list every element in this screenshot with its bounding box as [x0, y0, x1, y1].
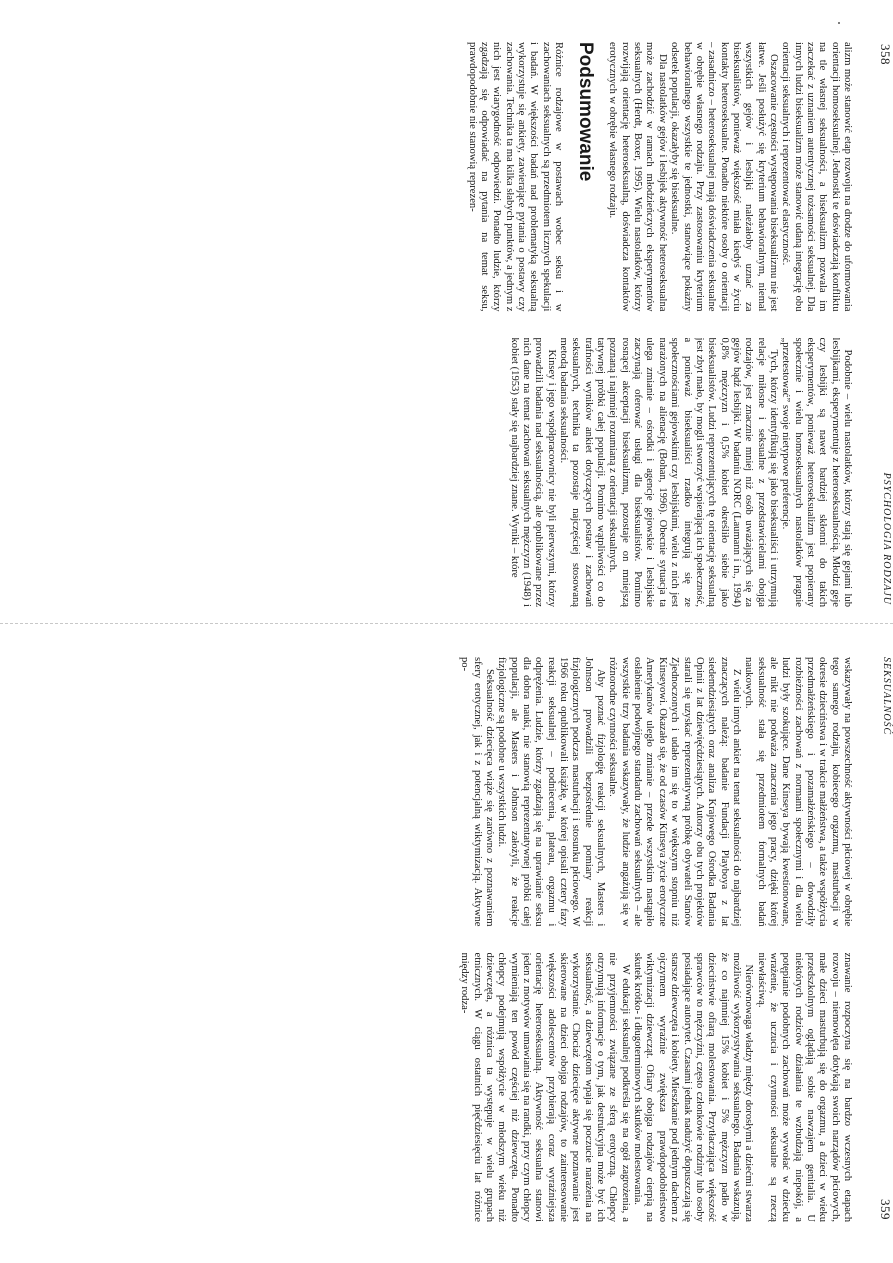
paragraph: Z wielu innych ankiet na temat seksualności do najbardziej znaczących należą: badanie Fundacji Playboya z lat siedemdziesiątych oraz analiza Krajowego Ośrodka Badania Opinii z lat dziewięćdziesiątych. Autorzy obu tych projektów starali się uzyskać reprezentatywną próbkę obywateli Stanów Zjednoczonych i udało im się to w większym stopniu niż Kinseyowi. Okazało się, że od czasów Kinseya życie erotyczne Amerykanów uległo zmianie – przede wszystkim nastąpiło osłabienie podwójnego standardu zachowań seksualnych – ale wszystkie trzy badania wskazywały, że ludzie angażują się w różnorodne czynności seksualne.	[607, 657, 742, 927]
paragraph: tatywnej próbki całej populacji. Pomimo wątpliwości co do trafności wyników ankiet dotyczących postaw i zachowań seksualnych, technika ta pozostaje najczęściej stosowaną metodą badania seksualności.	[558, 337, 607, 607]
section-heading: Podsumowanie	[575, 42, 597, 182]
paragraph: Oszacowanie częstości występowania biseksualizmu nie jest łatwe. Jeśli posłużyć się kryterium behawioralnym, niemal wszystkich gejów i lesbijki należałoby uznać za biseksualistów, ponieważ większość miała kiedyś w życiu kontakty heteroseksualne. Ponadto niektóre osoby o orientacji – zasadniczo – heteroseksualnej mają doświadczenia seksualne w obrębie własnego rodzaju. Przy zastosowaniu kryterium behawioralnego wszystkie te jednostki, stanowiące pokaźny odsetek populacji, okazałyby się biseksualne.	[669, 42, 779, 312]
page-358	[20, 20, 893, 625]
paragraph: Dla nastolatków gejów i lesbijek aktywność heteroseksualna może zachodzić w ramach młodzieńczych eksperymentów seksualnych (Herdt, Boxer, 1995). Wielu nastolatków, którzy rozwijają orientację heteroseksualną, doświadcza kontaktów erotycznych w obrębie własnego rodzaju.	[607, 42, 668, 312]
paragraph: Różnice rodzajowe w postawach wobec seksu i w zachowaniach seksualnych są przedmiotem licznych spekulacji i badań. W większości badań nad problematyką seksualną wykorzystuje się ankiety, zawierające pytania o postawy czy zachowania. Technika ta ma kilka słabych punktów, a jednym z nich jest wiarygodność odpowiedzi. Ponadto ludzie, którzy zgadzają się odpowiadać na pytania na temat seksu, prawdopodobnie nie stanowią reprezen-	[466, 42, 565, 312]
paragraph: Kinsey i jego współpracownicy nie byli pierwszymi, którzy prowadzili badania nad seksualnością, ale opublikowane przez nich dane na temat zachowań seksualnych mężczyzn (1948) i kobiet (1953) stały się najbardziej znane. Wyniki – które	[508, 337, 557, 607]
text-columns	[28, 657, 853, 1222]
scan-speck	[838, 22, 840, 24]
paragraph: wskazywały na powszechność aktywności płciowej w obrębie tego samego rodzaju, kobiecego orgazmu, masturbacji w okresie dzieciństwa i w trakcie małżeństwa, a także współżycia przedmałżeńskiego i pozamałżeńskiego – dowodziły rozbieżności zachowań z normami społecznymi i dla wielu ludzi były szokujące. Dane Kinseya bywają kwestionowane, ale nikt nie podważa znaczenia jego pracy, dzięki której seksualność stała się przedmiotem formalnych badań naukowych.	[743, 657, 853, 927]
left-column	[28, 657, 853, 927]
running-head: PSYCHOLOGIA RODZAJU	[881, 472, 892, 605]
left-column	[28, 42, 853, 312]
paragraph: alizm może stanowić etap rozwoju na drodze do uformowania orientacji homoseksualnej. Jednostki te doświadczają konfliktu na tle własnej seksualności, a biseksualizm pozwala im zaczekać z uznaniem autentycznej tożsamości seksualnej. Dla innych ludzi biseksualizm może stanowić udaną integrację obu orientacji seksualnych i reprezentować elastyczność.	[780, 42, 853, 312]
page-number: 359	[878, 1199, 893, 1220]
paragraph: Seksualność dziecięca wiąże się zarówno z poznawaniem sfery erotycznej, jak i z potencjalną wiktymizacją. Aktywne po-	[459, 657, 496, 927]
page-header	[873, 635, 893, 1240]
paragraph: znawanie rozpoczyna się na bardzo wczesnych etapach rozwoju – niemowlęta dotykają swoich narządów płciowych, małe dzieci masturbują się do orgazmu, a dzieci w wieku przedszkolnym oglądają sobie nawzajem genitalia. U niektórych rodziców działania te wzbudzają niepokój, a potępianie podobnych zachowań może wywołać w dziecku wrażenie, że uczucia i czynności seksualne są rzeczą niewłaściwą.	[755, 952, 853, 1222]
paragraph: Tych, którzy identyfikują się jako biseksualiści i utrzymują relacje miłosne i seksualne z przedstawicielami obojga rodzajów, jest znacznie mniej niż osób uważających się za gejów bądź lesbijki. W badaniu NORC (Laumann i in., 1994) 0,8% mężczyzn i 0,5% kobiet określiło siebie jako biseksualistów. Ludzi reprezentujących tę orientację seksualną jest zbyt mało, by mogli stworzyć wspierającą ich społeczność, a ponieważ biseksualiści rzadko integrują się ze społecznościami gejowskimi czy lesbijskimi, wielu z nich jest narażonych na alienację (Bohan, 1996). Obecnie sytuacja ta ulega zmianie – ośrodki i agencje gejowskie i lesbijskie zaczynają oferować usługi dla biseksualistów. Pomimo rosnącej akceptacji biseksualizmu, pozostaje on mniejszą poznaną i najmniej rozumianą z orientacji seksualnych.	[607, 337, 779, 607]
page-359	[20, 635, 893, 1240]
text-columns	[28, 42, 853, 607]
right-column	[28, 338, 853, 608]
running-head: SEKSUALNOŚĆ	[881, 657, 892, 736]
right-column	[28, 953, 853, 1223]
page-fold-line	[0, 623, 893, 624]
paragraph: W edukacji seksualnej podkreśla się na ogół zagrożenia, a nie przyjemności związane ze sferą erotyczną. Chłopcy otrzymują informacje o tym, jak destrukcyjna może być ich seksualność, a dziewczętom wpaja się poczucie narażenia na wykorzystanie. Chociaż dziecięce aktywne poznawanie jest skierowane na dzieci obojga rodzajów, to zainteresowanie większości adolescentów przybierają coraz wyraźniejsza orientację heteroseksualną. Aktywność seksualna stanowi jeden z motywów umawiania się na randki, przy czym chłopcy wymieniają ten powód częściej niż dziewczęta. Ponadto chłopcy podejmują współżycie w młodszym wieku niż dziewczęta, a różnica ta występuje w wielu grupach etnicznych. W ciągu ostatnich pięćdziesięciu lat różnice między rodza-	[459, 952, 631, 1222]
paragraph: Podobnie – wielu nastolatków, którzy stają się gejami lub lesbijkami, eksperymentuje z heteroseksualnością. Młodzi geje czy lesbijki są nawet bardziej skłonni do takich eksperymentów, ponieważ heteroseksualizm jest popierany społecznie i wielu homoseksualnych nastolatków pragnie „przetestować” swoje nietypowe preferencje.	[780, 337, 853, 607]
page-header	[873, 20, 893, 625]
paragraph: Aby poznać fizjologię reakcji seksualnych, Masters i Johnson prowadzili bezpośrednie pomiary reakcji fizjologicznych podczas masturbacji i stosunku płciowego. W 1966 roku opublikowali książkę, w której opisali cztery fazy reakcji seksualnej – podniecenia, plateau, orgazmu i odprężenia. Ludzie, którzy zgadzają się na uprawianie seksu dla dobra nauki, nie stanowią reprezentatywnej próbki całej populacji, ale Masters i Johnson założyli, że reakcje fizjologiczne są podobne u wszystkich ludzi.	[496, 657, 607, 927]
paragraph: Nierównowaga władzy między dorosłymi a dziećmi stwarza możliwość wykorzystywania seksualnego. Badania wskazują, że co najmniej 15% kobiet i 5% mężczyzn padło w dzieciństwie ofiarą molestowania. Przytłaczająca większość sprawców to mężczyźni, często członkowie rodziny lub osoby posiadające autorytet. Czasami jednak nadużyć dopuszczają się starsze dziewczęta i kobiety. Mieszkanie pod jednym dachem z ojczymem wyraźnie zwiększa prawdopodobieństwo wiktymizacji dziewcząt. Ofiary obojga rodzajów cierpią na skutek krótko- i długoterminowych skutków molestowania.	[632, 952, 755, 1222]
page-number: 358	[878, 44, 893, 65]
